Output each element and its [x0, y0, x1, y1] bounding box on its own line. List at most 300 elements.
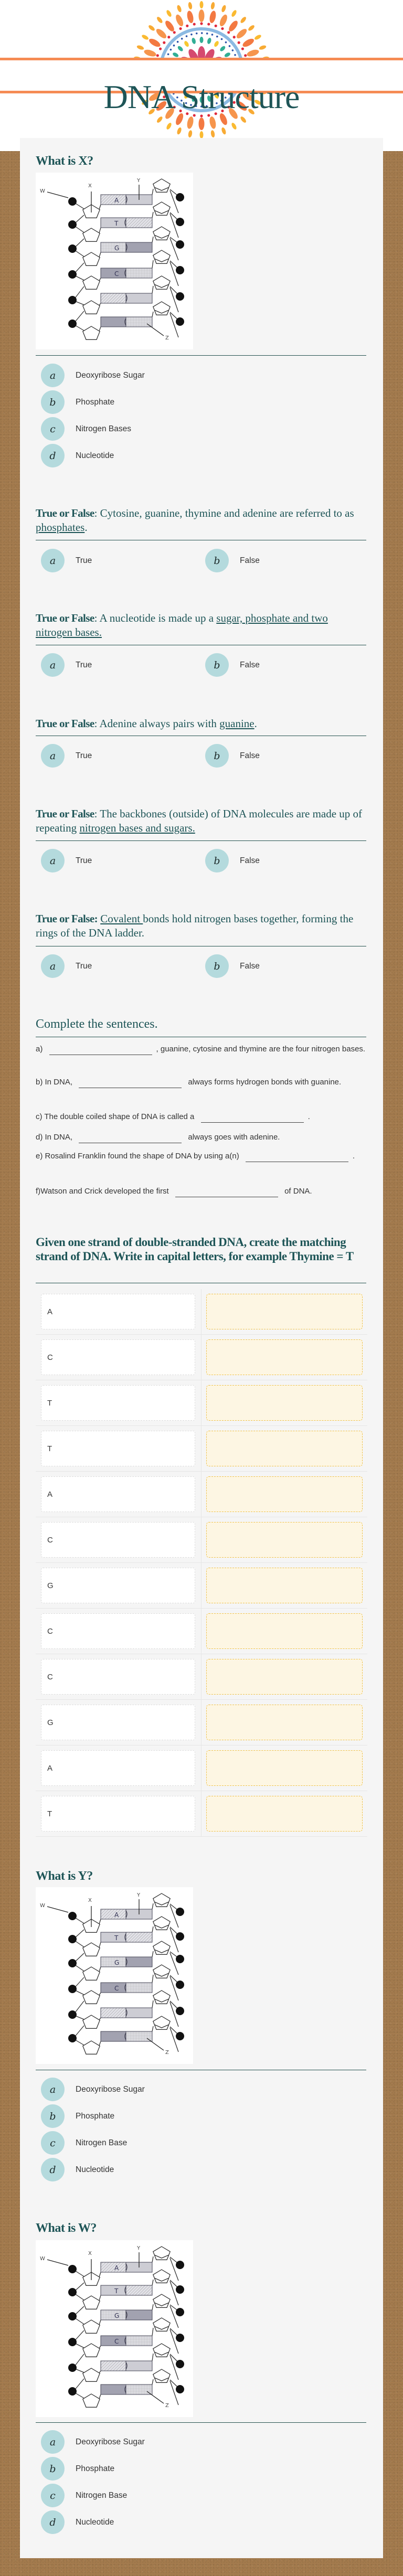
backbone-line [170, 2002, 178, 2027]
mandala-petal [259, 45, 267, 50]
deoxyribose-sugar-pentagon [83, 2320, 100, 2333]
matching-row [36, 1472, 367, 1517]
mandala-dot [201, 32, 203, 34]
question-text: . [254, 717, 257, 730]
nitrogen-base-bar [101, 242, 126, 252]
fill-in-sentence [36, 1042, 366, 1057]
answer-drop-box[interactable] [206, 1568, 363, 1603]
nitrogen-base-bar [101, 1932, 126, 1942]
label-z: Z [165, 2403, 169, 2409]
option-label: Phosphate [76, 2111, 115, 2121]
question-prefix: True or False [36, 717, 94, 730]
orange-divider-top [0, 58, 403, 60]
label-z: Z [165, 335, 169, 341]
label-w: W [40, 1903, 45, 1909]
matching-row [36, 1700, 367, 1745]
blank-input[interactable] [201, 1113, 304, 1123]
mandala-petal [188, 130, 193, 138]
sentence-text: f)Watson and Crick developed the first [36, 1187, 171, 1196]
label-y: Y [137, 178, 141, 184]
option-letter-a-icon: a [41, 653, 65, 677]
deoxyribose-sugar-pentagon [83, 2344, 100, 2357]
tf-option-true[interactable] [41, 653, 92, 677]
phosphate-circle [68, 244, 77, 253]
deoxyribose-sugar-pentagon [83, 326, 100, 339]
backbone-line [99, 252, 101, 257]
given-base-cell: G [41, 1705, 195, 1740]
mandala-petal [218, 14, 229, 27]
deoxyribose-sugar-pentagon [83, 276, 100, 289]
option-d[interactable] [41, 2510, 114, 2534]
fill-in-sentence [36, 1075, 366, 1090]
nitrogen-base-bar [101, 293, 126, 303]
row-divider [201, 1609, 202, 1654]
deoxyribose-sugar-pentagon [153, 1990, 170, 2004]
tf-option-false[interactable] [205, 954, 260, 978]
nitrogen-base-bar [126, 317, 152, 327]
phosphate-circle [176, 317, 184, 326]
deoxyribose-sugar-pentagon [153, 2016, 170, 2029]
matching-row [36, 1380, 367, 1426]
backbone-line [152, 237, 153, 242]
option-b[interactable] [41, 390, 114, 414]
option-letter-d-icon: d [41, 2510, 65, 2534]
option-letter-b-icon: b [41, 2104, 65, 2128]
deoxyribose-sugar-pentagon [153, 250, 170, 263]
mandala-petal [172, 51, 179, 58]
matching-row [36, 1335, 367, 1380]
deoxyribose-sugar-pentagon [83, 2041, 100, 2054]
tf-option-true[interactable] [41, 849, 92, 872]
mandala-dot [232, 49, 234, 51]
mandala-petal [209, 10, 217, 24]
phosphate-circle [176, 266, 184, 274]
answer-drop-box[interactable] [206, 1294, 363, 1329]
mandala-dot [200, 22, 203, 25]
row-divider [201, 1380, 202, 1425]
sentence-text: always goes with adenine. [186, 1133, 280, 1142]
blank-input[interactable] [246, 1152, 348, 1162]
mandala-petal [183, 40, 189, 48]
nitrogen-base-bar [126, 2285, 152, 2295]
phosphate-circle [68, 296, 77, 304]
phosphate-circle [176, 2385, 184, 2393]
answer-drop-box[interactable] [206, 1613, 363, 1649]
nitrogen-base-bar [126, 2008, 152, 2018]
deoxyribose-sugar-pentagon [83, 2368, 100, 2381]
given-base-cell: G [41, 1568, 195, 1603]
option-label: Deoxyribose Sugar [76, 2084, 145, 2094]
mandala-petal [191, 37, 196, 44]
backbone-line [170, 2355, 178, 2380]
question-text: : A nucleotide is made up a [94, 612, 217, 624]
backbone-line [152, 212, 153, 218]
phosphate-circle [176, 1932, 184, 1941]
deoxyribose-sugar-pentagon [153, 202, 170, 215]
deoxyribose-sugar-pentagon [83, 228, 100, 241]
phosphate-circle [68, 1912, 77, 1920]
row-divider [201, 1517, 202, 1562]
option-letter-b-icon: b [41, 390, 65, 414]
nitrogen-base-bar [101, 1957, 126, 1967]
mandala-dot [186, 35, 188, 37]
option-a[interactable] [41, 2430, 145, 2454]
tf-option-false[interactable] [205, 653, 260, 677]
base-label: G [114, 1959, 120, 1966]
answer-drop-box[interactable] [206, 1339, 363, 1375]
backbone-line [152, 2328, 153, 2336]
backbone-line [152, 1975, 153, 1983]
phosphate-circle [176, 2032, 184, 2040]
page-title: DNA Structure [103, 78, 300, 115]
matching-row [36, 1289, 367, 1335]
mandala-petal [200, 37, 204, 43]
backbone-line [152, 189, 153, 195]
answer-drop-box[interactable] [206, 1431, 363, 1466]
backbone-line [170, 214, 178, 238]
tf-option-true[interactable] [41, 744, 92, 768]
deoxyribose-sugar-pentagon [153, 2270, 170, 2283]
phosphate-circle [68, 2338, 77, 2346]
mandala-petal [156, 16, 163, 24]
option-letter-a-icon: a [41, 849, 65, 872]
deoxyribose-sugar-pentagon [153, 2247, 170, 2260]
mandala-petal [221, 5, 227, 13]
backbone-line [99, 1967, 101, 1972]
mandala-petal [174, 14, 185, 27]
row-divider [201, 1335, 202, 1380]
option-a[interactable] [41, 364, 145, 387]
backbone-line [152, 1926, 153, 1932]
label-w: W [40, 2256, 45, 2262]
given-base-cell: A [41, 1294, 195, 1329]
dna-diagram-image [36, 173, 193, 349]
nitrogen-base-bar [101, 1983, 126, 1993]
backbone-line [170, 2258, 178, 2281]
option-a[interactable] [41, 2078, 145, 2101]
base-label: A [114, 2264, 119, 2272]
deoxyribose-sugar-pentagon [83, 1990, 100, 2004]
phosphate-circle [68, 1959, 77, 1967]
phosphate-circle [176, 1981, 184, 1989]
answer-drop-box[interactable] [206, 1659, 363, 1695]
blank-input[interactable] [49, 1045, 152, 1055]
option-label: Nitrogen Bases [76, 424, 131, 433]
tf-option-false[interactable] [205, 744, 260, 768]
question-text: : Adenine always pairs with [94, 717, 220, 730]
fill-in-sentence [36, 1184, 366, 1199]
matching-row [36, 1791, 367, 1837]
answer-drop-box[interactable] [206, 1796, 363, 1832]
backbone-line [170, 288, 178, 312]
backbone-line [152, 286, 153, 293]
option-c[interactable] [41, 417, 131, 441]
deoxyribose-sugar-pentagon [83, 2296, 100, 2309]
option-c[interactable] [41, 2131, 127, 2155]
nitrogen-base-bar [126, 2310, 152, 2320]
mandala-petal [188, 2, 193, 9]
fill-in-sentence [36, 1149, 366, 1164]
option-label: False [240, 556, 260, 565]
deoxyribose-sugar-pentagon [153, 227, 170, 240]
mandala-dot [244, 54, 247, 57]
mandala-petal [247, 24, 255, 31]
question-prefix: True or False [36, 507, 94, 519]
true-false-question-1 [36, 506, 366, 535]
mandala-petal [210, 2, 215, 9]
dna-diagram [36, 173, 193, 349]
mandala-petal [254, 34, 262, 40]
deoxyribose-sugar-pentagon [153, 179, 170, 192]
label-x: X [88, 1898, 92, 1903]
backbone-line [99, 327, 101, 331]
answer-drop-box[interactable] [206, 1476, 363, 1512]
nitrogen-base-bar [101, 2262, 126, 2272]
phosphate-circle [68, 2364, 77, 2372]
base-label: C [114, 1985, 119, 1992]
option-label: Nucleotide [76, 2517, 114, 2527]
question-divider [36, 840, 366, 841]
mandala-petal [219, 45, 226, 52]
option-letter-b-icon: b [205, 549, 229, 572]
option-letter-b-icon: b [205, 653, 229, 677]
nitrogen-base-bar [126, 218, 152, 228]
nitrogen-base-bar [126, 2361, 152, 2371]
option-label: Phosphate [76, 2464, 115, 2473]
matching-row [36, 1609, 367, 1654]
matching-row [36, 1426, 367, 1472]
matching-row [36, 1745, 367, 1791]
underlined-term: guanine [219, 717, 254, 730]
option-label: True [76, 751, 92, 760]
mandala-petal [221, 127, 227, 135]
option-letter-b-icon: b [205, 954, 229, 978]
deoxyribose-sugar-pentagon [83, 2394, 100, 2407]
phosphate-circle [68, 2387, 77, 2396]
mandala-petal [207, 37, 212, 44]
backbone-line [152, 2354, 153, 2361]
phosphate-circle [176, 2007, 184, 2015]
backbone-line [99, 1919, 101, 1924]
dna-diagram-image [36, 2240, 193, 2417]
nitrogen-base-bar [101, 317, 126, 327]
answer-drop-box[interactable] [206, 1750, 363, 1786]
option-letter-c-icon: c [41, 417, 65, 441]
option-label: Deoxyribose Sugar [76, 2437, 145, 2446]
backbone-line [99, 1993, 101, 1995]
option-label: Nitrogen Base [76, 2138, 128, 2147]
mandala-petal [186, 10, 195, 24]
mandala-petal [224, 51, 231, 58]
sentence-text: , guanine, cytosine and thymine are the four nitrogen bases. [156, 1045, 366, 1053]
answer-drop-box[interactable] [206, 1522, 363, 1558]
given-base-cell: C [41, 1522, 195, 1558]
blank-input[interactable] [79, 1078, 182, 1088]
underlined-term: nitrogen bases and sugars. [79, 822, 195, 834]
deoxyribose-sugar-pentagon [83, 1967, 100, 1980]
complete-sentences-title: Complete the sentences. [36, 1017, 158, 1031]
backbone-line [99, 1942, 101, 1947]
option-letter-a-icon: a [41, 2078, 65, 2101]
question-title: What is X? [36, 154, 93, 168]
phosphate-circle [176, 1908, 184, 1916]
mandala-dot [177, 41, 179, 43]
given-base-cell: T [41, 1796, 195, 1832]
option-b[interactable] [41, 2457, 114, 2481]
option-label: True [76, 660, 92, 669]
backbone-line [99, 2272, 101, 2277]
question-prefix: True or False [36, 807, 94, 820]
question-text: : Cytosine, guanine, thymine and adenine are referred to as [94, 507, 354, 519]
given-base-cell: T [41, 1385, 195, 1421]
option-letter-c-icon: c [41, 2131, 65, 2155]
backbone-line [99, 2394, 101, 2399]
option-d[interactable] [41, 2158, 114, 2181]
phosphate-circle [68, 2010, 77, 2019]
backbone-line [152, 2026, 153, 2031]
mandala-petal [230, 122, 237, 131]
mandala-dot [159, 47, 162, 50]
option-d[interactable] [41, 444, 114, 467]
backbone-line [152, 2256, 153, 2262]
mandala-dot [206, 33, 208, 35]
mandala-petal [235, 27, 248, 40]
nitrogen-base-bar [101, 2385, 126, 2394]
question-title: What is W? [36, 2221, 97, 2235]
sentence-text: . [352, 1152, 355, 1161]
phosphate-circle [68, 197, 77, 206]
phosphate-circle [176, 2261, 184, 2269]
backbone-line [99, 2295, 101, 2301]
tf-option-true[interactable] [41, 954, 92, 978]
label-y: Y [137, 1892, 141, 1898]
mandala-dot [163, 41, 165, 44]
mandala-petal [240, 115, 247, 123]
question-prefix: True or False [36, 612, 94, 624]
backbone-line [170, 190, 178, 213]
option-label: Deoxyribose Sugar [76, 370, 145, 380]
backbone-line [99, 205, 101, 209]
backbone-line [152, 2304, 153, 2310]
nitrogen-base-bar [126, 1983, 152, 1993]
mandala-dot [211, 34, 214, 36]
phosphate-circle [176, 193, 184, 201]
mandala-petal [230, 9, 237, 18]
option-letter-d-icon: d [41, 2158, 65, 2181]
dna-diagram [36, 2240, 193, 2417]
nitrogen-base-bar [126, 1932, 152, 1942]
phosphate-circle [68, 1935, 77, 1943]
option-letter-b-icon: b [41, 2457, 65, 2481]
mandala-petal [176, 5, 182, 13]
option-label: False [240, 961, 260, 971]
blank-input[interactable] [79, 1133, 182, 1143]
backbone-line [99, 303, 101, 305]
nitrogen-base-bar [126, 2336, 152, 2346]
mandala-petal [147, 24, 155, 31]
deoxyribose-sugar-pentagon [153, 1893, 170, 1907]
answer-drop-box[interactable] [206, 1385, 363, 1421]
deoxyribose-sugar-pentagon [153, 1941, 170, 1954]
mandala-petal [155, 27, 168, 40]
mandala-dot [221, 27, 224, 30]
question-title: What is Y? [36, 1869, 93, 1883]
question-text: : The backbones (outside) of DNA molecules are made up of repeating [36, 807, 363, 834]
deoxyribose-sugar-pentagon [83, 1943, 100, 1956]
deoxyribose-sugar-pentagon [153, 302, 170, 315]
backbone-line [152, 312, 153, 317]
fill-in-sentence [36, 1110, 366, 1124]
mandala-dot [234, 54, 236, 56]
sentence-text: c) The double coiled shape of DNA is called a [36, 1112, 197, 1121]
question-text: bonds hold nitrogen bases together, forming the rings of the DNA ladder. [36, 912, 354, 939]
backbone-line [170, 262, 178, 286]
question-divider [36, 2422, 366, 2423]
deoxyribose-sugar-pentagon [83, 2015, 100, 2028]
answer-drop-box[interactable] [206, 1705, 363, 1740]
option-letter-a-icon: a [41, 364, 65, 387]
base-label: G [114, 2312, 120, 2319]
mandala-dot [221, 38, 223, 40]
blank-input[interactable] [175, 1187, 278, 1197]
row-divider [201, 1791, 202, 1836]
question-text: . [84, 521, 88, 534]
phosphate-circle [176, 2360, 184, 2368]
backbone-line [99, 228, 101, 233]
option-letter-d-icon: d [41, 444, 65, 467]
backbone-line [170, 2381, 178, 2405]
pointer-w [47, 192, 68, 198]
option-letter-a-icon: a [41, 954, 65, 978]
label-z: Z [165, 2050, 169, 2056]
backbone-line [99, 278, 101, 281]
underlined-term: sugar, phosphate and two nitrogen bases. [36, 612, 328, 638]
row-divider [201, 1654, 202, 1699]
backbone-line [152, 2379, 153, 2385]
option-c[interactable] [41, 2484, 127, 2507]
nitrogen-base-bar [101, 2361, 126, 2371]
question-prefix: True or False: [36, 912, 98, 925]
option-label: False [240, 751, 260, 760]
pointer-z [147, 2391, 164, 2403]
underlined-term: Covalent [100, 912, 143, 925]
tf-option-true[interactable] [41, 549, 92, 572]
true-false-question-3 [36, 717, 366, 731]
backbone-line [99, 2320, 101, 2325]
option-letter-a-icon: a [41, 744, 65, 768]
deoxyribose-sugar-pentagon [153, 1965, 170, 1978]
mandala-petal [136, 45, 145, 50]
base-label: T [114, 2287, 119, 2295]
mandala-dot [238, 41, 240, 44]
option-label: False [240, 856, 260, 865]
mandala-dot [173, 31, 176, 34]
phosphate-circle [68, 2312, 77, 2320]
row-divider [201, 1472, 202, 1517]
tf-option-false[interactable] [205, 549, 260, 572]
phosphate-circle [176, 2285, 184, 2294]
backbone-line [170, 2329, 178, 2354]
deoxyribose-sugar-pentagon [153, 2318, 170, 2331]
option-b[interactable] [41, 2104, 114, 2128]
mandala-dot [190, 34, 193, 36]
mandala-petal [199, 118, 205, 130]
mandala-petal [165, 9, 172, 18]
tf-option-false[interactable] [205, 849, 260, 872]
mandala-dot [225, 41, 227, 44]
matching-row [36, 1563, 367, 1609]
phosphate-circle [176, 240, 184, 249]
